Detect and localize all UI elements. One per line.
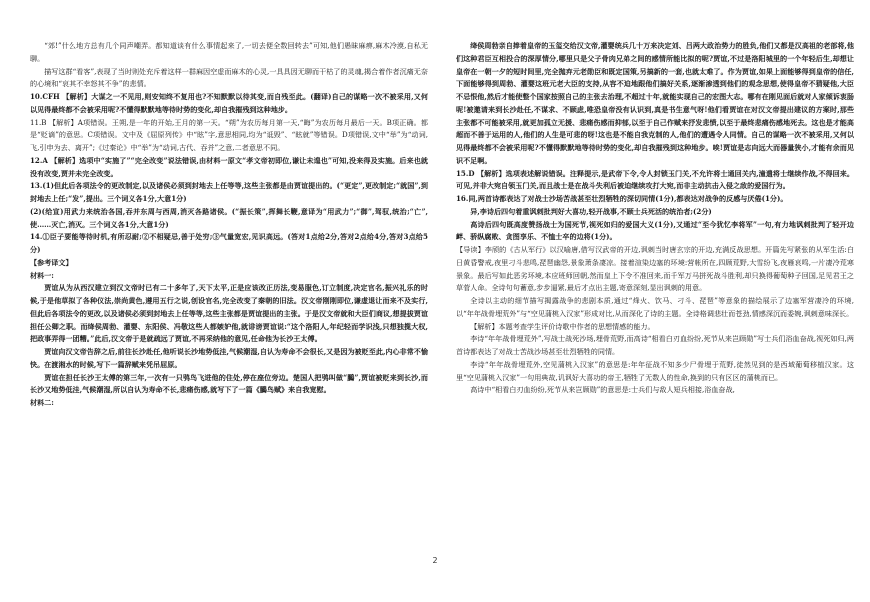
paragraph: 绛侯周勃亲自捧着皇帝的玉玺交给汉文帝,灌婴统兵几十万来决定刘、吕两大政治势力的胜负,他们又都是汉高祖的老部将,他们这种君臣互相投合的深厚情分,哪里只是父子骨肉兄弟之间的感情所能比拟的呢?贾谊,不过是洛阳城里的一个年轻后生,却想让皇帝在一朝一夕的短时间里,完全抛弃元老勋臣和既定国策,另搞新的一套,也就太难了。作为贾谊,如果上面能够得到皇帝的信任,下面能够得到周勃、灌婴这班元老大臣的支持,从容不迫地跟他们搞好关系,逐渐渗透到他们的观念思想,使得皇帝不猜疑他,大臣不忌恨他,然后才能使整个国家按照自己的主张去治理,不超过十年,就能实现自己的宏图大志。哪有在刚见面后就对人家倾诉衷肠呢!被邀请来到长沙赴任,不谋求、不顾虑,唯恐皇帝没有认识到,真是书生意气呀!他们看贾谊在对汉文帝提出建议的方案时,那些主张都不可能被采用,就更加孤立无援、悲痛伤感而抑郁,以至于自己作赋来抒发悲愤,以至于最终悲痛伤感地死去。这也是才能高超而不善于运用的人,他们的人生是可悲的呀!这也是不能自我克制的人,他们的遭遇令人同情。自己的谋略一次不被采用,又何以见得最终都不会被采用呢?不懂得默默地等待时势的变化,却自我摧残到这种地步。唉!贾谊是志向远大而器量狭小,才能有余而见识不足啊。 — [456, 41, 854, 165]
paragraph: 贾谊在担任长沙王太傅的第三年,一次有一只鸮鸟飞进他的住处,停在座位旁边。楚国人把鸮叫做“鵩”,贾谊被贬来到长沙,而长沙又地势低洼,气候潮湿,所以自认为寿命不长,悲痛伤感,就写下了一篇《鵩鸟赋》来自我宽慰。 — [30, 372, 428, 395]
paragraph: 【参考译文】 — [30, 257, 73, 267]
paragraph: (2)(给宣)用武力来统治各国,吞并东周与西周,消灭各路诸侯。(“振长策”,挥舞长鞭,意译为“用武力”;“御”,驾驭,统治;“亡”,使……灭亡,消灭。三个词义各1分,大意1分) — [30, 206, 428, 229]
paragraph: 12.A 【解析】选项中“实施了”“完全改变”说法错误,由材料一原文“孝文帝初即位,谦让未遑也”可知,没来得及实施。后来也就没有改变,贾并未完全改变。 — [30, 155, 428, 178]
paragraph: 10.CFH 【解析】大谋之一不见用,则安知终不复用也?不知默默以待其变,而自残至此。(翻译)自己的谋略一次不被采用,又何以见得最终都不会被采用呢?不懂得默默地等待时势的变化,却自我摧残到这种地步。 — [30, 92, 428, 114]
paragraph: 异,李诗后四句着重讽刺批判好大喜功,轻开战事,不顾士兵死活的统治者;(2分) — [470, 206, 712, 216]
paragraph: 【解析】本题考查学生评价诗歌中作者的思想情感的能力。 — [470, 321, 655, 331]
paragraph: 材料一: — [30, 270, 54, 280]
paragraph: 李诗“年年战骨埋荒外,空见蒲桃入汉家”的意思是:年年征战不知多少尸骨埋于荒野,徒然见到的是西域葡萄移植汉家。这里“空见蒲桃入汉家”一句用典故,讥讽好大喜功的帝王,牺牲了无数人的性命,换到的只有区区的蒲桃而已。 — [456, 359, 854, 382]
left-column — [30, 40, 428, 410]
paragraph: 全诗以主动的细节描写揭露战争的悲剧本质,通过“烽火、饮马、刁斗、琵琶”等意象的描绘展示了边塞军营凄冷的环境,以“年年战骨埋荒外”与“空见蒲桃入汉家”形成对比,从而深化了诗的主题。全诗格调悲壮而苍劲,情感深沉而委婉,讽刺意味深长。 — [456, 296, 854, 318]
right-column — [456, 40, 854, 397]
paragraph: 材料二: — [30, 398, 54, 407]
paragraph: 16.同,两首诗都表达了对战士沙场苦战甚至壮烈牺牲的深切同情(1分),都表达对战争的反感与厌倦(1分)。 — [456, 194, 788, 203]
paragraph: “郊!”什么地方总有几个同声嘲弄。都知道谈有什么事情起来了,一切去便全数回转去”可知,他们愚昧麻痹,麻木冷漠,自私无聊。 — [30, 41, 428, 63]
paragraph: 贾谊向汉文帝告辞之后,前往长沙赴任,他听说长沙地势低洼,气候潮湿,自认为寿命不会很长,又是因为被贬至此,内心非常不愉快。在渡湘水的时候,写下一篇辞赋来凭吊屈原。 — [30, 347, 428, 369]
paragraph: 15.D 【解析】选项表述解说错误。注释提示,是武帝下令,令人封锁玉门关,不允许将士通回关内,潼遣将士继续作战,不得回来。可见,并非大宛自领玉门关,而且战士是在战斗失利后被迫继续攻打大宛,而非主动抗击入侵之敌的爱国行为。 — [456, 168, 854, 191]
page-number: 2 — [432, 556, 438, 565]
paragraph: 高诗后四句既高度赞扬战士为国死节,视死如归的爱国大义(1分),又通过“至今犹忆李将军”一句,有力地讽刺批判了轻开边衅、骄纵腐败、贪图享乐、不恤士卒的边将(1分)。 — [456, 219, 854, 242]
paragraph: 13.(1)但此后各项法令的更改制定,以及诸侯必须到封地去上任等等,这些主张都是由贾谊提出的。(“更定”,更改制定;“就国”,到封地去上任;“发”,提出。三个词义各1分,大意1分) — [30, 181, 428, 203]
paragraph: 11.B 【解析】A项错误。王朔,是一年的开始,王月的第一天。“朔”为农历每月第一天,“晦”为农历每月最后一天。B项正确。都是“贬谪”的意思。C项错误。文中及《屈原列传》中“眩”字,意思相同,均为“诋毁”、“眩就”等错误。D项错误,文中“举”为“动词,飞,引申为去、离开”;《过秦论》中“举”为“动词,古代、吞并”之意,二者意思不同。 — [30, 117, 428, 152]
paragraph: 描写这群“看客”,表现了当时则处充斥着这样一群麻因空虚而麻木的心灵,一具具因无聊而干枯了的灵魂,揭合着作者沉痛无奈的心境和“哀其不幸怒其不争”的悲情。 — [30, 66, 428, 89]
paragraph: 【导读】李颀的《古从军行》以汉喻唐,借写汉武帝的开边,讽刺当时唐玄宗的开边,充满反战思想。开篇先写紧张的从军生活:白日黄昏警戒,夜里刁斗悲鸣,琵琶幽怨,景象萧条凄凉。接着渲染边塞的环境:营帐所在,四顾荒野,大雪纷飞,夜雁哀鸣,一片凄冷荒寒景象。最后写如此恶劣环境,本应班师回朝,然而皇上下令不准回来,而千军万马拼死战斗胜利,却只换得葡萄种子回国,足见君王之草菅人命。全诗句句蓄意,步步逼紧,最后才点出主题,寄意深刻,显出讽刺的用意。 — [456, 245, 854, 293]
paragraph: 李诗“年年战骨埋荒外”,写战士战死沙场,埋骨荒野,而高诗“相看白刃血纷纷,死节从来岂顾勋”写士兵们浴血奋战,视死如归,两首诗都表达了对战士苦战沙场甚至壮烈牺牲的同情。 — [456, 334, 854, 356]
paragraph: 高诗中“相看白刃血纷纷,死节从来岂顾勋”的意思是:士兵们与敌人短兵相接,浴血奋战, — [470, 385, 735, 395]
paragraph: 贾谊从为从西汉建立到汉文帝时已有二十多年了,天下太平,正是应该改正历法,变易服色,订立制度,决定官名,振兴礼乐的时候,于是他草拟了各种仪法,崇尚黄色,遵用五行之说,创设官名,完全改变了秦朝的旧法。汉文帝刚刚即位,谦虚退让而来不及实行,但此后各项法令的更改,以及诸侯必须到封地去上任等等,这些主张都是贾谊提出的主张。于是汉文帝就和大臣们商议,想提拔贾谊担任公卿之职。而绛侯周勃、灌婴、东阳侯、冯敬这些人都嫉妒他,就诽谤贾谊说:“这个洛阳人,年纪轻而学识浅,只想独揽大权,把政事弄得一团糟。”此后,汉文帝于是就疏远了贾谊,不再采纳他的意见,任命他为长沙王太傅。 — [30, 283, 428, 344]
paragraph: 14.①臣子要能等待时机,有所忍耐;②不相疑忌,善于处穷;③气量宽宏,见识高远。(答对1点给2分,答对2点给4分,答对3点给5分) — [30, 232, 428, 254]
